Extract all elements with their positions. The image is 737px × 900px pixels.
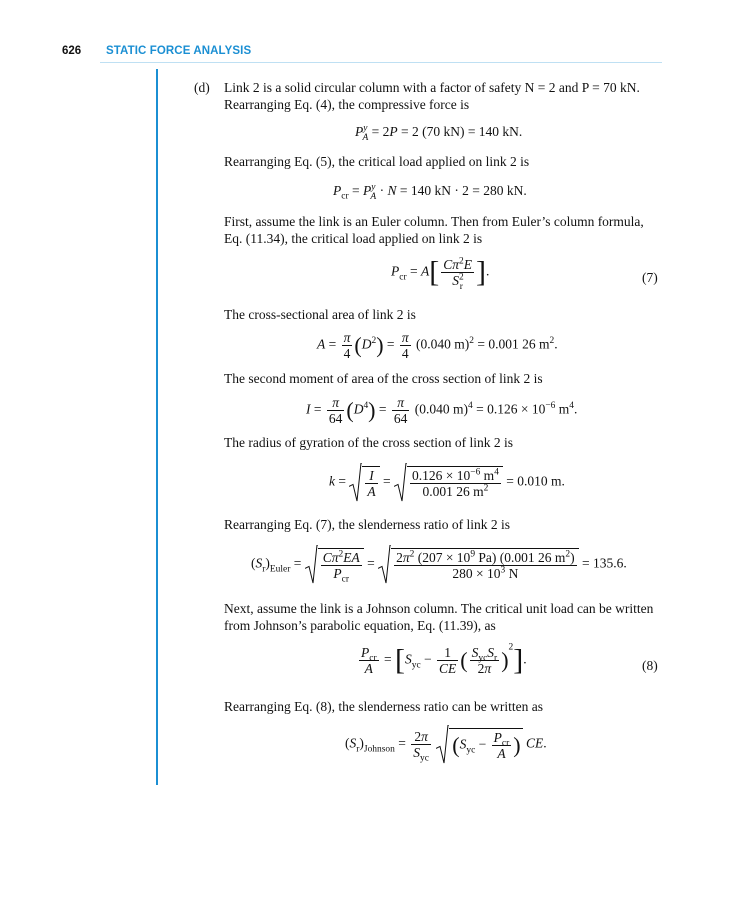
equation-second-moment: I = $\frac{\pi}{64}$ $(D^4)$ = $\frac{\pi}{64}$ (0.040 $m)^4 = 0.126 \times 10^{-6}$ $m^4$. bbox=[306, 395, 578, 426]
equation-number-8: (8) bbox=[642, 658, 658, 673]
paragraph-6: The radius of gyration of the cross section of link 2 is bbox=[224, 435, 514, 450]
section-title: STATIC FORCE ANALYSIS bbox=[106, 45, 252, 57]
page-number: 626 bbox=[62, 45, 82, 57]
inertia-value: (0.040 m) bbox=[414, 401, 468, 417]
equation-compressive-force: $P^y_A = 2P = 2$ (70 kN) = 140 kN. bbox=[355, 123, 523, 143]
inertia-result: = 0.126 × 10 bbox=[476, 401, 546, 417]
paragraph-9: Rearranging Eq. (8), the slenderness ratio can be written as bbox=[224, 699, 544, 714]
header-rule bbox=[100, 62, 662, 63]
paragraph-3-line-2: Eq. (11.34), the critical load applied on link 2 is bbox=[224, 231, 483, 246]
part-label: (d) bbox=[194, 80, 210, 95]
equation-johnson-parabolic: $\frac{P_{cr}}{A}$ = [$S_{yc}$ − $\frac{1}{CE}$ ( $\frac{S_{yc}S_r}{2\pi}$ )$^2$]. bbox=[361, 642, 527, 677]
paragraph-5: The second moment of area of the cross section of link 2 is bbox=[224, 371, 543, 386]
area-value: (0.040 m) bbox=[416, 336, 470, 352]
equation-johnson-slenderness: $(S_r)_{Johnson}$ = $\frac{2\pi}{S_{yc}}$ ($S_{yc}$ − $\frac{P_{cr}}{A}$ ) CE. bbox=[345, 728, 547, 761]
paragraph-4: The cross-sectional area of link 2 is bbox=[224, 307, 416, 322]
paragraph-1-line-1: Link 2 is a solid circular column with a factor of safety N = 2 and P = 70 kN. bbox=[224, 80, 640, 95]
equation-euler-slenderness: $(S_r)_{Euler}$ = $\frac{C\pi^2EA}{P_{cr}}$ = $\frac{2\pi^2 (207 \times 10^9 Pa) (0.001 26 m^2)}{280 \times 10^3 N}$ = 135.6. bbox=[251, 548, 627, 581]
radius-gyration-result: = 0.010 m. bbox=[506, 473, 565, 489]
paragraph-1-line-2: Rearranging Eq. (4), the compressive force is bbox=[224, 97, 470, 112]
paragraph-2: Rearranging Eq. (5), the critical load applied on link 2 is bbox=[224, 154, 530, 169]
equation-area: A = $\frac{\pi}{4}$ $(D^2)$ = $\frac{\pi}{4}$ (0.040 m)$^2$ = 0.001 26 $m^2$. bbox=[317, 330, 558, 361]
equation-euler-critical-load: $P_{cr} = A$[ $\frac{C\pi^2E}{S^2_r}$ ]. bbox=[391, 255, 490, 292]
euler-slenderness-result: = 135.6. bbox=[582, 555, 627, 571]
margin-bar bbox=[156, 69, 158, 785]
paragraph-8-line-1: Next, assume the link is a Johnson column. The critical unit load can be written bbox=[224, 601, 654, 616]
equation-number-7: (7) bbox=[642, 270, 658, 285]
paragraph-8-line-2: from Johnson’s parabolic equation, Eq. (11.39), as bbox=[224, 618, 496, 633]
area-result: = 0.001 26 m bbox=[477, 336, 550, 352]
equation-critical-load: $P_{cr} = P^y_A \cdot N = 140$ kN · 2 = 280 kN. bbox=[333, 182, 527, 202]
equation-radius-gyration: k = $\frac{I}{A}$ = $\frac{0.126 \times 10^{-6} m^4}{0.001 26 m^2}$ = 0.010 m. bbox=[329, 466, 565, 499]
paragraph-7: Rearranging Eq. (7), the slenderness ratio of link 2 is bbox=[224, 517, 511, 532]
paragraph-3-line-1: First, assume the link is an Euler column. Then from Euler’s column formula, bbox=[224, 214, 644, 229]
